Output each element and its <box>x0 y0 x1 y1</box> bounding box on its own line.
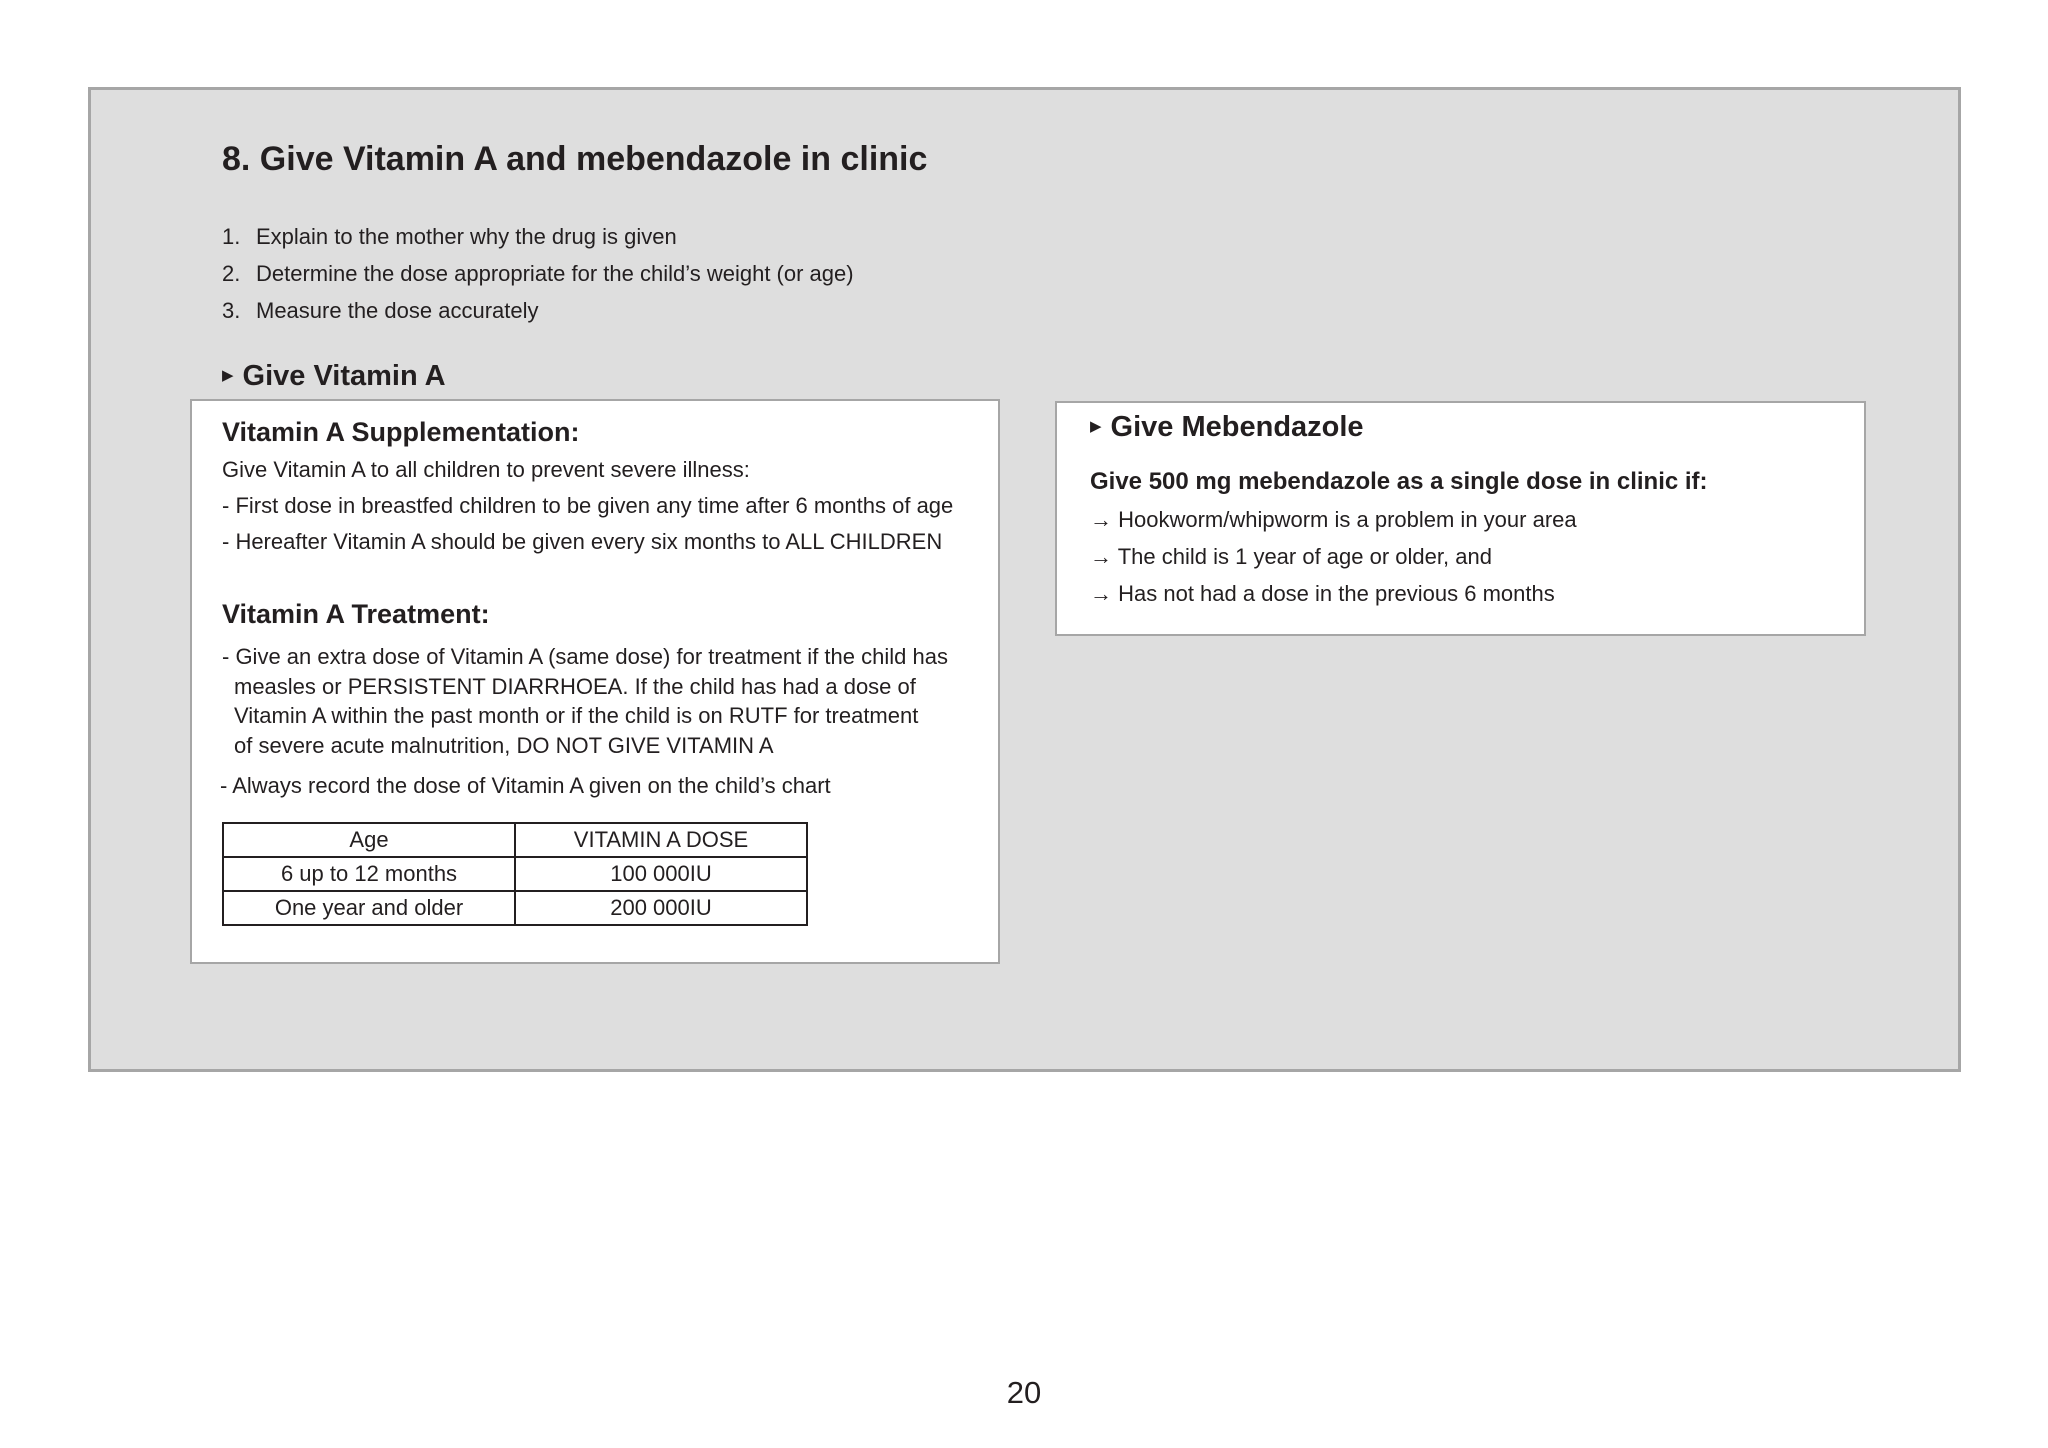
vitamin-a-dose-table <box>222 822 808 926</box>
step-text: Determine the dose appropriate for the child’s weight (or age) <box>256 261 854 286</box>
table-row <box>223 891 807 925</box>
table-header-cell: Age <box>223 823 515 857</box>
table-cell: 200 000IU <box>515 891 807 925</box>
treatment-paragraph <box>222 642 982 760</box>
page-title: 8. Give Vitamin A and mebendazole in clinic <box>222 140 928 178</box>
treatment-line: Vitamin A within the past month or if the child is on RUTF for treatment <box>234 703 919 728</box>
triangle-bullet-icon: ▶ <box>1090 418 1102 435</box>
list-item <box>222 292 854 329</box>
list-item <box>222 255 854 292</box>
treatment-line: - Give an extra dose of Vitamin A (same dose) for treatment if the child has <box>222 644 948 669</box>
treatment-line: measles or PERSISTENT DIARRHOEA. If the child has had a dose of <box>234 673 916 699</box>
mebendazole-condition: → The child is 1 year of age or older, and <box>1090 544 1492 569</box>
page-number: 20 <box>1006 1375 1042 1410</box>
list-item <box>222 218 854 255</box>
step-number: 1. <box>222 224 241 249</box>
mebendazole-heading <box>1090 410 1364 445</box>
triangle-bullet-icon: ▶ <box>222 367 234 384</box>
mebendazole-condition: → Hookworm/whipworm is a problem in your area <box>1090 507 1577 532</box>
treatment-heading: Vitamin A Treatment: <box>222 599 490 629</box>
vitamin-a-heading <box>222 359 446 394</box>
step-number: 2. <box>222 261 241 286</box>
mebendazole-condition: → Has not had a dose in the previous 6 months <box>1090 581 1555 606</box>
supplementation-line: - First dose in breastfed children to be given any time after 6 months of age <box>222 493 954 518</box>
step-text: Explain to the mother why the drug is given <box>256 224 677 249</box>
table-header-cell: VITAMIN A DOSE <box>515 823 807 857</box>
supplementation-line: - Hereafter Vitamin A should be given every six months to ALL CHILDREN <box>222 529 943 554</box>
table-header-row <box>223 823 807 857</box>
mebendazole-dose-line: Give 500 mg mebendazole as a single dose in clinic if: <box>1090 468 1708 495</box>
vitamin-a-heading-label: Give Vitamin A <box>242 360 446 392</box>
table-row <box>223 857 807 891</box>
supplementation-intro: Give Vitamin A to all children to prevent severe illness: <box>222 457 750 482</box>
step-number: 3. <box>222 298 241 323</box>
table-cell: One year and older <box>223 891 515 925</box>
treatment-line: of severe acute malnutrition, DO NOT GIVE VITAMIN A <box>234 732 774 758</box>
steps-list <box>222 218 854 329</box>
mebendazole-heading-label: Give Mebendazole <box>1110 411 1364 443</box>
record-dose-line: - Always record the dose of Vitamin A given on the child’s chart <box>220 773 831 798</box>
table-cell: 6 up to 12 months <box>223 857 515 891</box>
supplementation-heading: Vitamin A Supplementation: <box>222 417 580 447</box>
step-text: Measure the dose accurately <box>256 298 539 323</box>
table-cell: 100 000IU <box>515 857 807 891</box>
